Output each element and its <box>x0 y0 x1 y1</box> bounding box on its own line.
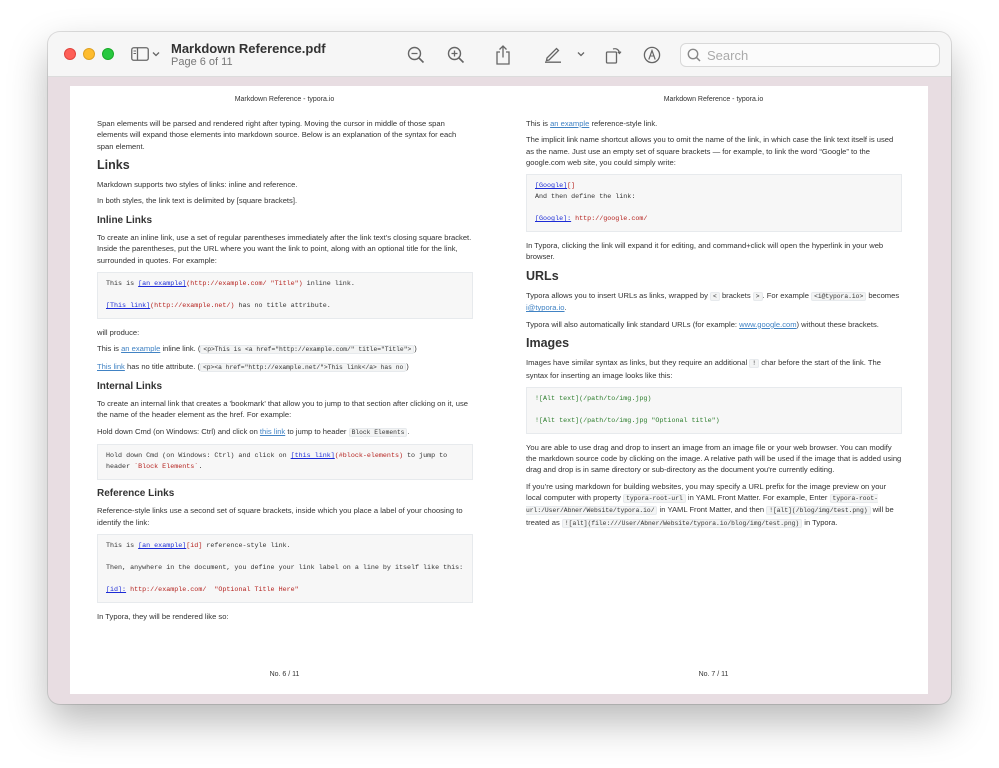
code-block: This is [an example](http://example.com/ "Title") inline link. [This link](http://example.net/) has no title attribute. <box>97 272 473 319</box>
paragraph: If you’re using markdown for building websites, you may specify a URL prefix for the image preview on your local computer with property typora-root-url in YAML Front Matter. For example, Enter typora-root-url:/User/Abner/Website/typora.io/ in YAML Front Matter, and then ![alt](/blog/img/test.png) will be treated as ![alt](file:///User/Abner/Website/typora.io/blog/img/test.png) in Typora. <box>526 481 894 527</box>
paragraph: To create an inline link, use a set of regular parentheses immediately after the link text’s closing square bracket. Inside the parentheses, put the URL where you want the link to point, along with an optional title for the link, surrounded in quotes. For example: <box>97 233 472 265</box>
code-block: [Google][] And then define the link: [Google]: http://google.com/ <box>526 174 902 232</box>
markup-pen-icon <box>544 45 562 63</box>
heading-images: Images <box>526 335 570 350</box>
preview-window <box>48 32 951 704</box>
google-link[interactable]: www.google.com <box>739 319 797 329</box>
heading-inline-links: Inline Links <box>97 214 153 226</box>
paragraph: To create an internal link that creates a 'bookmark' that allow you to jump to that section after clicking on it, use the name of the header element as the href. For example: <box>97 399 468 420</box>
sidebar-toggle-button[interactable] <box>130 44 160 64</box>
paragraph: Markdown supports two styles of links: inline and reference. <box>97 180 298 190</box>
chevron-down-icon <box>577 51 585 57</box>
page-number: No. 7 / 11 <box>698 671 729 678</box>
rotate-button[interactable] <box>602 44 624 66</box>
zoom-button[interactable] <box>102 48 114 60</box>
pdf-page-6 <box>70 86 499 694</box>
intro-paragraph: Span elements will be parsed and rendered right after typing. Moving the cursor in middle of those span elements will expand those elements into markdown source. Below is an explanation of the syntax for each span element. <box>97 119 457 151</box>
example-link[interactable]: an example <box>121 344 161 354</box>
title-bar <box>48 32 951 77</box>
paragraph: Images have similar syntax as links, but they require an additional ! char before the start of the link. The syntax for inserting an image looks like this: <box>526 358 881 380</box>
zoom-in-icon <box>447 46 465 64</box>
zoom-in-button[interactable] <box>445 44 467 66</box>
code-block: Hold down Cmd (on Windows: Ctrl) and click on [this link](#block-elements) to jump to header `Block Elements`. <box>97 444 473 480</box>
this-link[interactable]: this link <box>259 426 286 436</box>
zoom-out-icon <box>407 46 425 64</box>
example-link[interactable]: This link <box>97 361 125 371</box>
search-icon <box>687 48 701 62</box>
paragraph: will produce: <box>97 327 140 337</box>
paragraph: Hold down Cmd (on Windows: Ctrl) and click on this link to jump to header Block Elements . <box>97 426 410 436</box>
paragraph: You are able to use drag and drop to insert an image from an image file or your web browser. You can modify the markdown source code by clicking on the image. A relative path will be used if the image that is added using drag and drop is in same directory or sub-directory as the document you're currently editing. <box>526 442 902 475</box>
annotate-icon <box>643 46 661 64</box>
zoom-out-button[interactable] <box>405 44 427 66</box>
search-input[interactable] <box>707 48 927 63</box>
heading-internal-links: Internal Links <box>97 380 163 392</box>
markup-menu-button[interactable] <box>575 47 587 61</box>
paragraph: Reference-style links use a second set of square brackets, inside which you place a label of your choosing to identify the link: <box>97 506 463 527</box>
paragraph: The implicit link name shortcut allows you to omit the name of the link, in which case the link text itself is used as the name. Just use an empty set of square brackets — for example, to link the word “Google” to the google.com web site, you could simply write: <box>526 135 894 167</box>
chevron-down-icon <box>152 51 160 57</box>
heading-urls: URLs <box>526 268 559 283</box>
example-link[interactable]: an example <box>550 119 590 128</box>
share-icon <box>495 45 511 65</box>
paragraph: Typora will also automatically link standard URLs (for example: www.google.com) without these brackets. <box>526 319 879 329</box>
heading-reference-links: Reference Links <box>97 488 175 500</box>
page-header: Markdown Reference - typora.io <box>234 96 335 103</box>
markup-button[interactable] <box>542 43 564 65</box>
minimize-button[interactable] <box>83 48 95 60</box>
paragraph: In Typora, clicking the link will expand it for editing, and command+click will open the hyperlink in your web browser. <box>526 241 884 262</box>
search-field[interactable] <box>680 43 940 67</box>
code-block: ![Alt text](/path/to/img.jpg) ![Alt text](/path/to/img.jpg "Optional title") <box>526 387 902 434</box>
document-title: Markdown Reference.pdf <box>171 41 326 56</box>
page-content <box>526 118 902 534</box>
paragraph: In Typora, they will be rendered like so: <box>97 611 229 621</box>
page-content <box>97 118 473 627</box>
heading-links: Links <box>97 157 130 172</box>
code-block: This is [an example][id] reference-style link. Then, anywhere in the document, you define your link label on a line by itself like this: [id]: http://example.com/ "Optional Title Here" <box>97 534 473 603</box>
close-button[interactable] <box>64 48 76 60</box>
sidebar-icon <box>131 47 149 61</box>
page-number: No. 6 / 11 <box>269 671 300 678</box>
paragraph: Typora allows you to insert URLs as links, wrapped by < brackets > . For example <i@typora.io> becomes i@typora.io. <box>526 291 900 313</box>
page-indicator: Page 6 of 11 <box>171 56 233 68</box>
rendered-example: This is an example inline link. ( <p>This is <a href="http://example.com/" title="Title"> ) <box>97 344 417 354</box>
rendered-example: This link has no title attribute. ( <p><a href="http://example.net/">This link</a> has no ) <box>97 361 409 371</box>
share-button[interactable] <box>492 43 514 67</box>
pdf-page-7 <box>499 86 928 694</box>
page-header: Markdown Reference - typora.io <box>663 96 764 103</box>
rotate-icon <box>604 46 622 64</box>
annotate-button[interactable] <box>641 44 663 66</box>
email-link[interactable]: i@typora.io <box>526 303 565 313</box>
paragraph: This is an example reference-style link. <box>526 119 658 128</box>
paragraph: In both styles, the link text is delimited by [square brackets]. <box>97 196 298 206</box>
